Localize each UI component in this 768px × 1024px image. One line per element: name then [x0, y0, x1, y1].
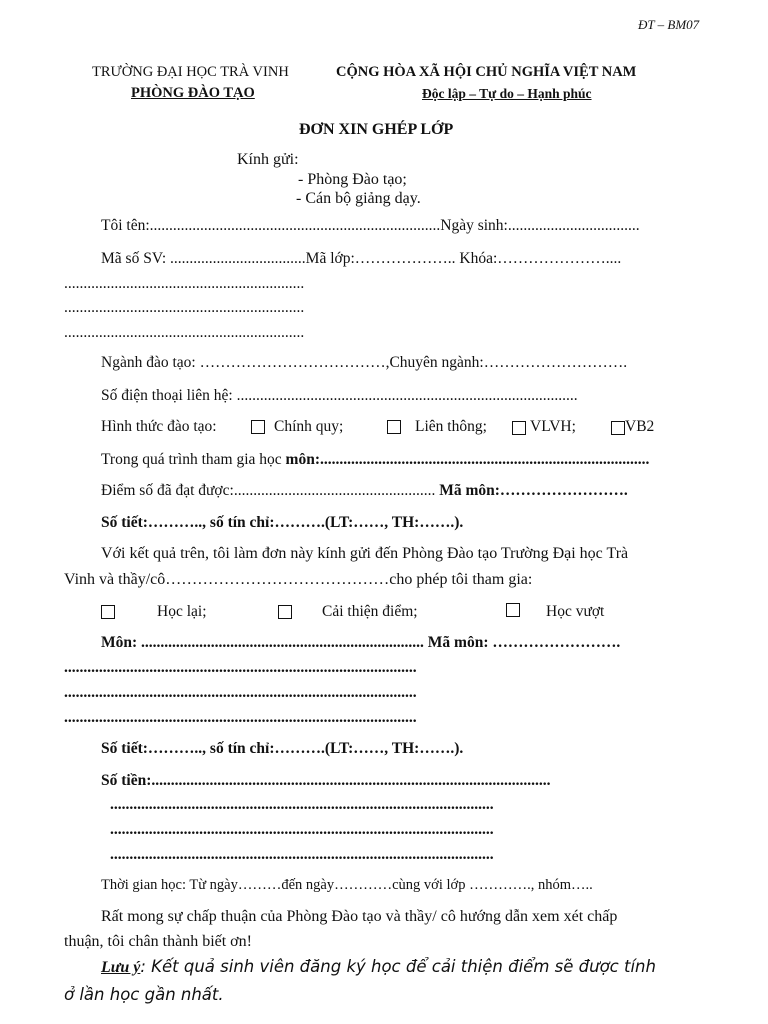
national-motto: Độc lập – Tự do – Hạnh phúc	[422, 86, 592, 101]
blank-line[interactable]: ...........................................................................................	[64, 709, 417, 726]
blank-line[interactable]: ...........................................................................................	[64, 659, 417, 676]
closing-line2: thuận, tôi chân thành biết ơn!	[64, 933, 252, 950]
training-form-label: Hình thức đào tạo:	[101, 418, 217, 435]
checkbox-transfer[interactable]	[387, 420, 401, 434]
addressee-label: Kính gửi:	[237, 151, 299, 168]
option-second-degree-label: VB2	[625, 418, 655, 435]
score-subject-code: Mã môn:…………………….	[439, 482, 628, 499]
subject-prefix: Trong quá trình tham gia học	[101, 451, 286, 468]
addressee-training-office: - Phòng Đào tạo;	[298, 171, 407, 188]
closing-line1: Rất mong sự chấp thuận của Phòng Đào tạo và thầy/ cô hướng dẫn xem xét chấp	[101, 908, 618, 925]
subject-dots: :.....................................................................................	[314, 451, 650, 468]
blank-line[interactable]: ...........................................................................................	[64, 684, 417, 701]
subject-field[interactable]	[101, 451, 649, 469]
checkbox-work-study[interactable]	[512, 421, 526, 435]
blank-line[interactable]: ..............................................................	[64, 324, 305, 341]
form-title: ĐƠN XIN GHÉP LỚP	[299, 121, 454, 138]
schedule-field[interactable]: Thời gian học: Từ ngày………đến ngày…………cùng với lớp …………., nhóm…..	[101, 877, 593, 893]
score-field[interactable]	[101, 482, 628, 500]
request-credits-field[interactable]: Số tiết:……….., số tín chỉ:……….(LT:……, TH:…….).	[101, 740, 464, 757]
checkbox-regular[interactable]	[251, 420, 265, 434]
checkbox-retake[interactable]	[101, 605, 115, 619]
blank-line[interactable]: ..............................................................	[64, 275, 305, 292]
option-advance-label: Học vượt	[546, 603, 605, 620]
student-id-class-field[interactable]: Mã số SV: ...................................Mã lớp:……………….. Khóa:…………………....	[101, 250, 622, 267]
phone-field[interactable]: Số điện thoại liên hệ: ........................................................................................	[101, 387, 578, 404]
university-name: TRƯỜNG ĐẠI HỌC TRÀ VINH	[92, 64, 289, 80]
request-subject-field[interactable]: Môn: ......................................................................... Mã môn: …………………….	[101, 634, 621, 651]
note-label: Lưu ý	[101, 959, 141, 976]
checkbox-advance[interactable]	[506, 603, 520, 617]
note-text: : Kết quả sinh viên đăng ký học để cải thiện điểm sẽ được tính	[140, 957, 656, 976]
option-transfer-label: Liên thông;	[415, 418, 487, 435]
credits-field[interactable]: Số tiết:……….., số tín chỉ:……….(LT:……, TH:…….).	[101, 514, 464, 531]
department-name: PHÒNG ĐÀO TẠO	[131, 85, 255, 101]
option-retake-label: Học lại;	[157, 603, 207, 620]
checkbox-second-degree[interactable]	[611, 421, 625, 435]
form-code: ĐT – BM07	[638, 17, 700, 32]
request-paragraph-line1: Với kết quả trên, tôi làm đơn này kính gửi đến Phòng Đào tạo Trường Đại học Trà	[101, 545, 629, 562]
fee-blank-line[interactable]: ...................................................................................................	[110, 796, 494, 813]
checkbox-improve-grade[interactable]	[278, 605, 292, 619]
option-improve-label: Cải thiện điểm;	[322, 603, 418, 620]
addressee-lecturer: - Cán bộ giảng dạy.	[296, 190, 421, 207]
fee-blank-line[interactable]: ...................................................................................................	[110, 846, 494, 863]
request-paragraph-line2[interactable]: Vinh và thầy/cô……………………………………cho phép tôi tham gia:	[64, 571, 533, 588]
option-regular-label: Chính quy;	[274, 418, 344, 435]
note-line2: ở lần học gần nhất.	[64, 985, 224, 1004]
score-prefix: Điểm số đã đạt được:....................................................	[101, 482, 440, 499]
blank-line[interactable]: ..............................................................	[64, 299, 305, 316]
country-name: CỘNG HÒA XÃ HỘI CHỦ NGHĨA VIỆT NAM	[336, 64, 637, 80]
fee-field[interactable]: Số tiền:.......................................................................................................	[101, 772, 551, 789]
subject-bold: môn	[285, 451, 315, 468]
fee-blank-line[interactable]: ...................................................................................................	[110, 821, 494, 838]
name-dob-field[interactable]: Tôi tên:...........................................................................Ngày sinh:..................................	[101, 217, 640, 234]
note-line1	[101, 957, 656, 977]
option-work-study-label: VLVH;	[530, 418, 576, 435]
major-field[interactable]: Ngành đào tạo: ………………………………,Chuyên ngành:……………………….	[101, 354, 628, 371]
